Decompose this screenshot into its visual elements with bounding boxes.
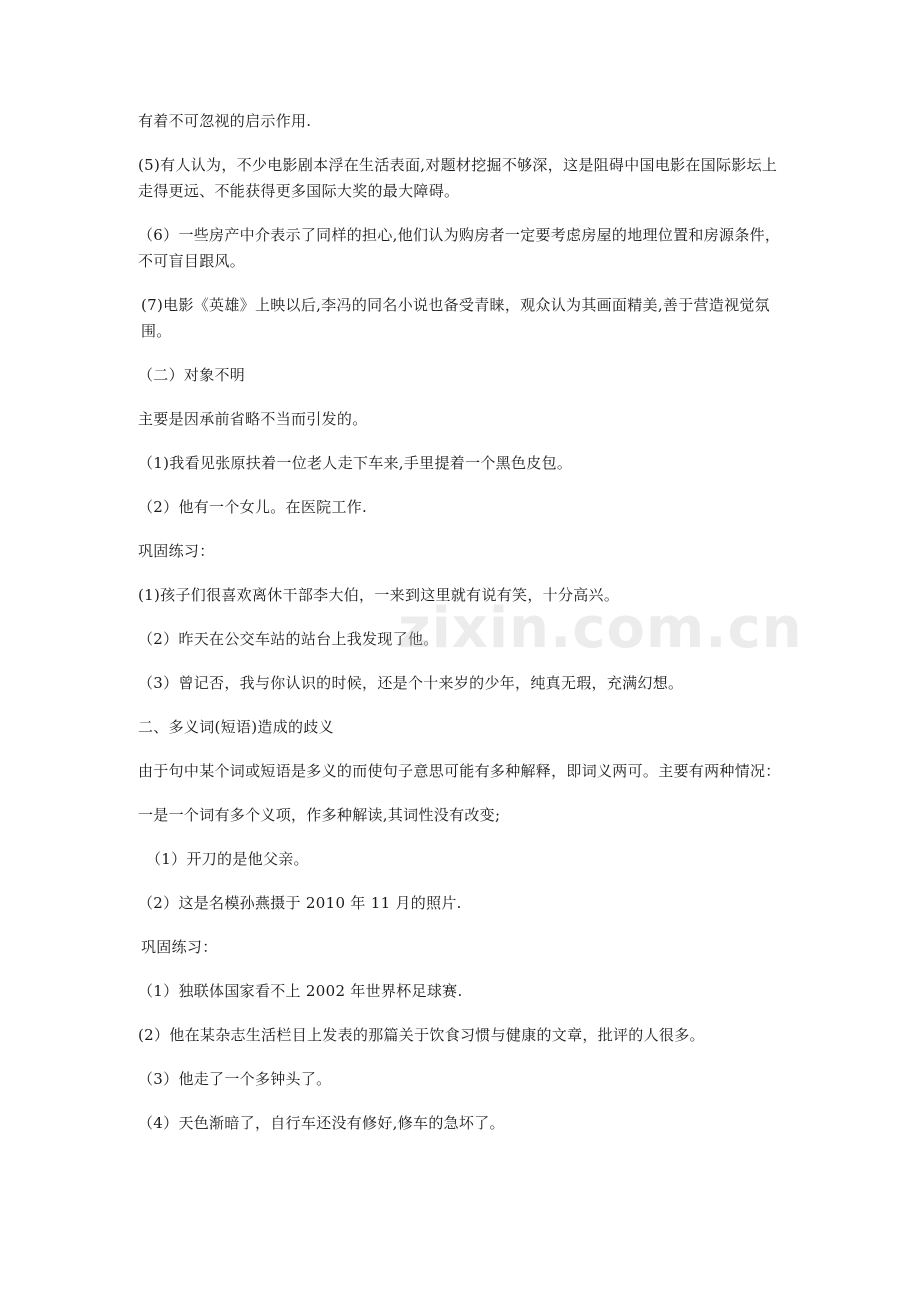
- paragraph: 主要是因承前省略不当而引发的。: [138, 410, 368, 428]
- paragraph: （3）曾记否，我与你认识的时候，还是个十来岁的少年，纯真无瑕，充满幻想。: [138, 674, 684, 692]
- paragraph: 一是一个词有多个义项，作多种解读,其词性没有改变;: [138, 806, 501, 824]
- paragraph: （6）一些房产中介表示了同样的担心,他们认为购房者一定要考虑房屋的地理位置和房源条件，不可盲目跟风。: [138, 226, 781, 270]
- paragraph: （1)我看见张原扶着一位老人走下车来,手里提着一个黑色皮包。: [138, 454, 573, 472]
- paragraph: （1）开刀的是他父亲。: [146, 850, 309, 868]
- watermark: zixin.com.cn: [398, 596, 803, 661]
- paragraph: 有着不可忽视的启示作用.: [138, 112, 312, 130]
- paragraph: (2）他在某杂志生活栏目上发表的那篇关于饮食习惯与健康的文章，批评的人很多。: [138, 1026, 705, 1044]
- paragraph: （4）天色渐暗了，自行车还没有修好,修车的急坏了。: [138, 1114, 505, 1132]
- paragraph: （3）他走了一个多钟头了。: [138, 1070, 332, 1088]
- paragraph: 由于句中某个词或短语是多义的而使句子意思可能有多种解释，即词义两可。主要有两种情况：: [138, 762, 781, 780]
- document-body: [138, 108, 786, 1154]
- paragraph: （2）昨天在公交车站的站台上我发现了他。: [138, 630, 439, 648]
- exercise-heading: 巩固练习：: [141, 938, 218, 956]
- paragraph: (7)电影《英雄》上映以后,李冯的同名小说也备受青睐，观众认为其画面精美,善于营造视觉氛围。: [141, 296, 770, 340]
- paragraph: (5)有人认为，不少电影剧本浮在生活表面,对题材挖掘不够深，这是阻碍中国电影在国际影坛上走得更远、不能获得更多国际大奖的最大障碍。: [138, 156, 778, 200]
- paragraph: （2）他有一个女儿。在医院工作.: [138, 498, 368, 516]
- paragraph: (1)孩子们很喜欢离休干部李大伯，一来到这里就有说有笑，十分高兴。: [138, 586, 620, 604]
- section-heading: （二）对象不明: [138, 366, 246, 384]
- paragraph: （2）这是名模孙燕摄于 2010 年 11 月的照片.: [138, 894, 462, 912]
- section-heading: 二、多义词(短语)造成的歧义: [138, 718, 334, 736]
- paragraph: （1）独联体国家看不上 2002 年世界杯足球赛.: [138, 982, 463, 1000]
- exercise-heading: 巩固练习：: [138, 542, 215, 560]
